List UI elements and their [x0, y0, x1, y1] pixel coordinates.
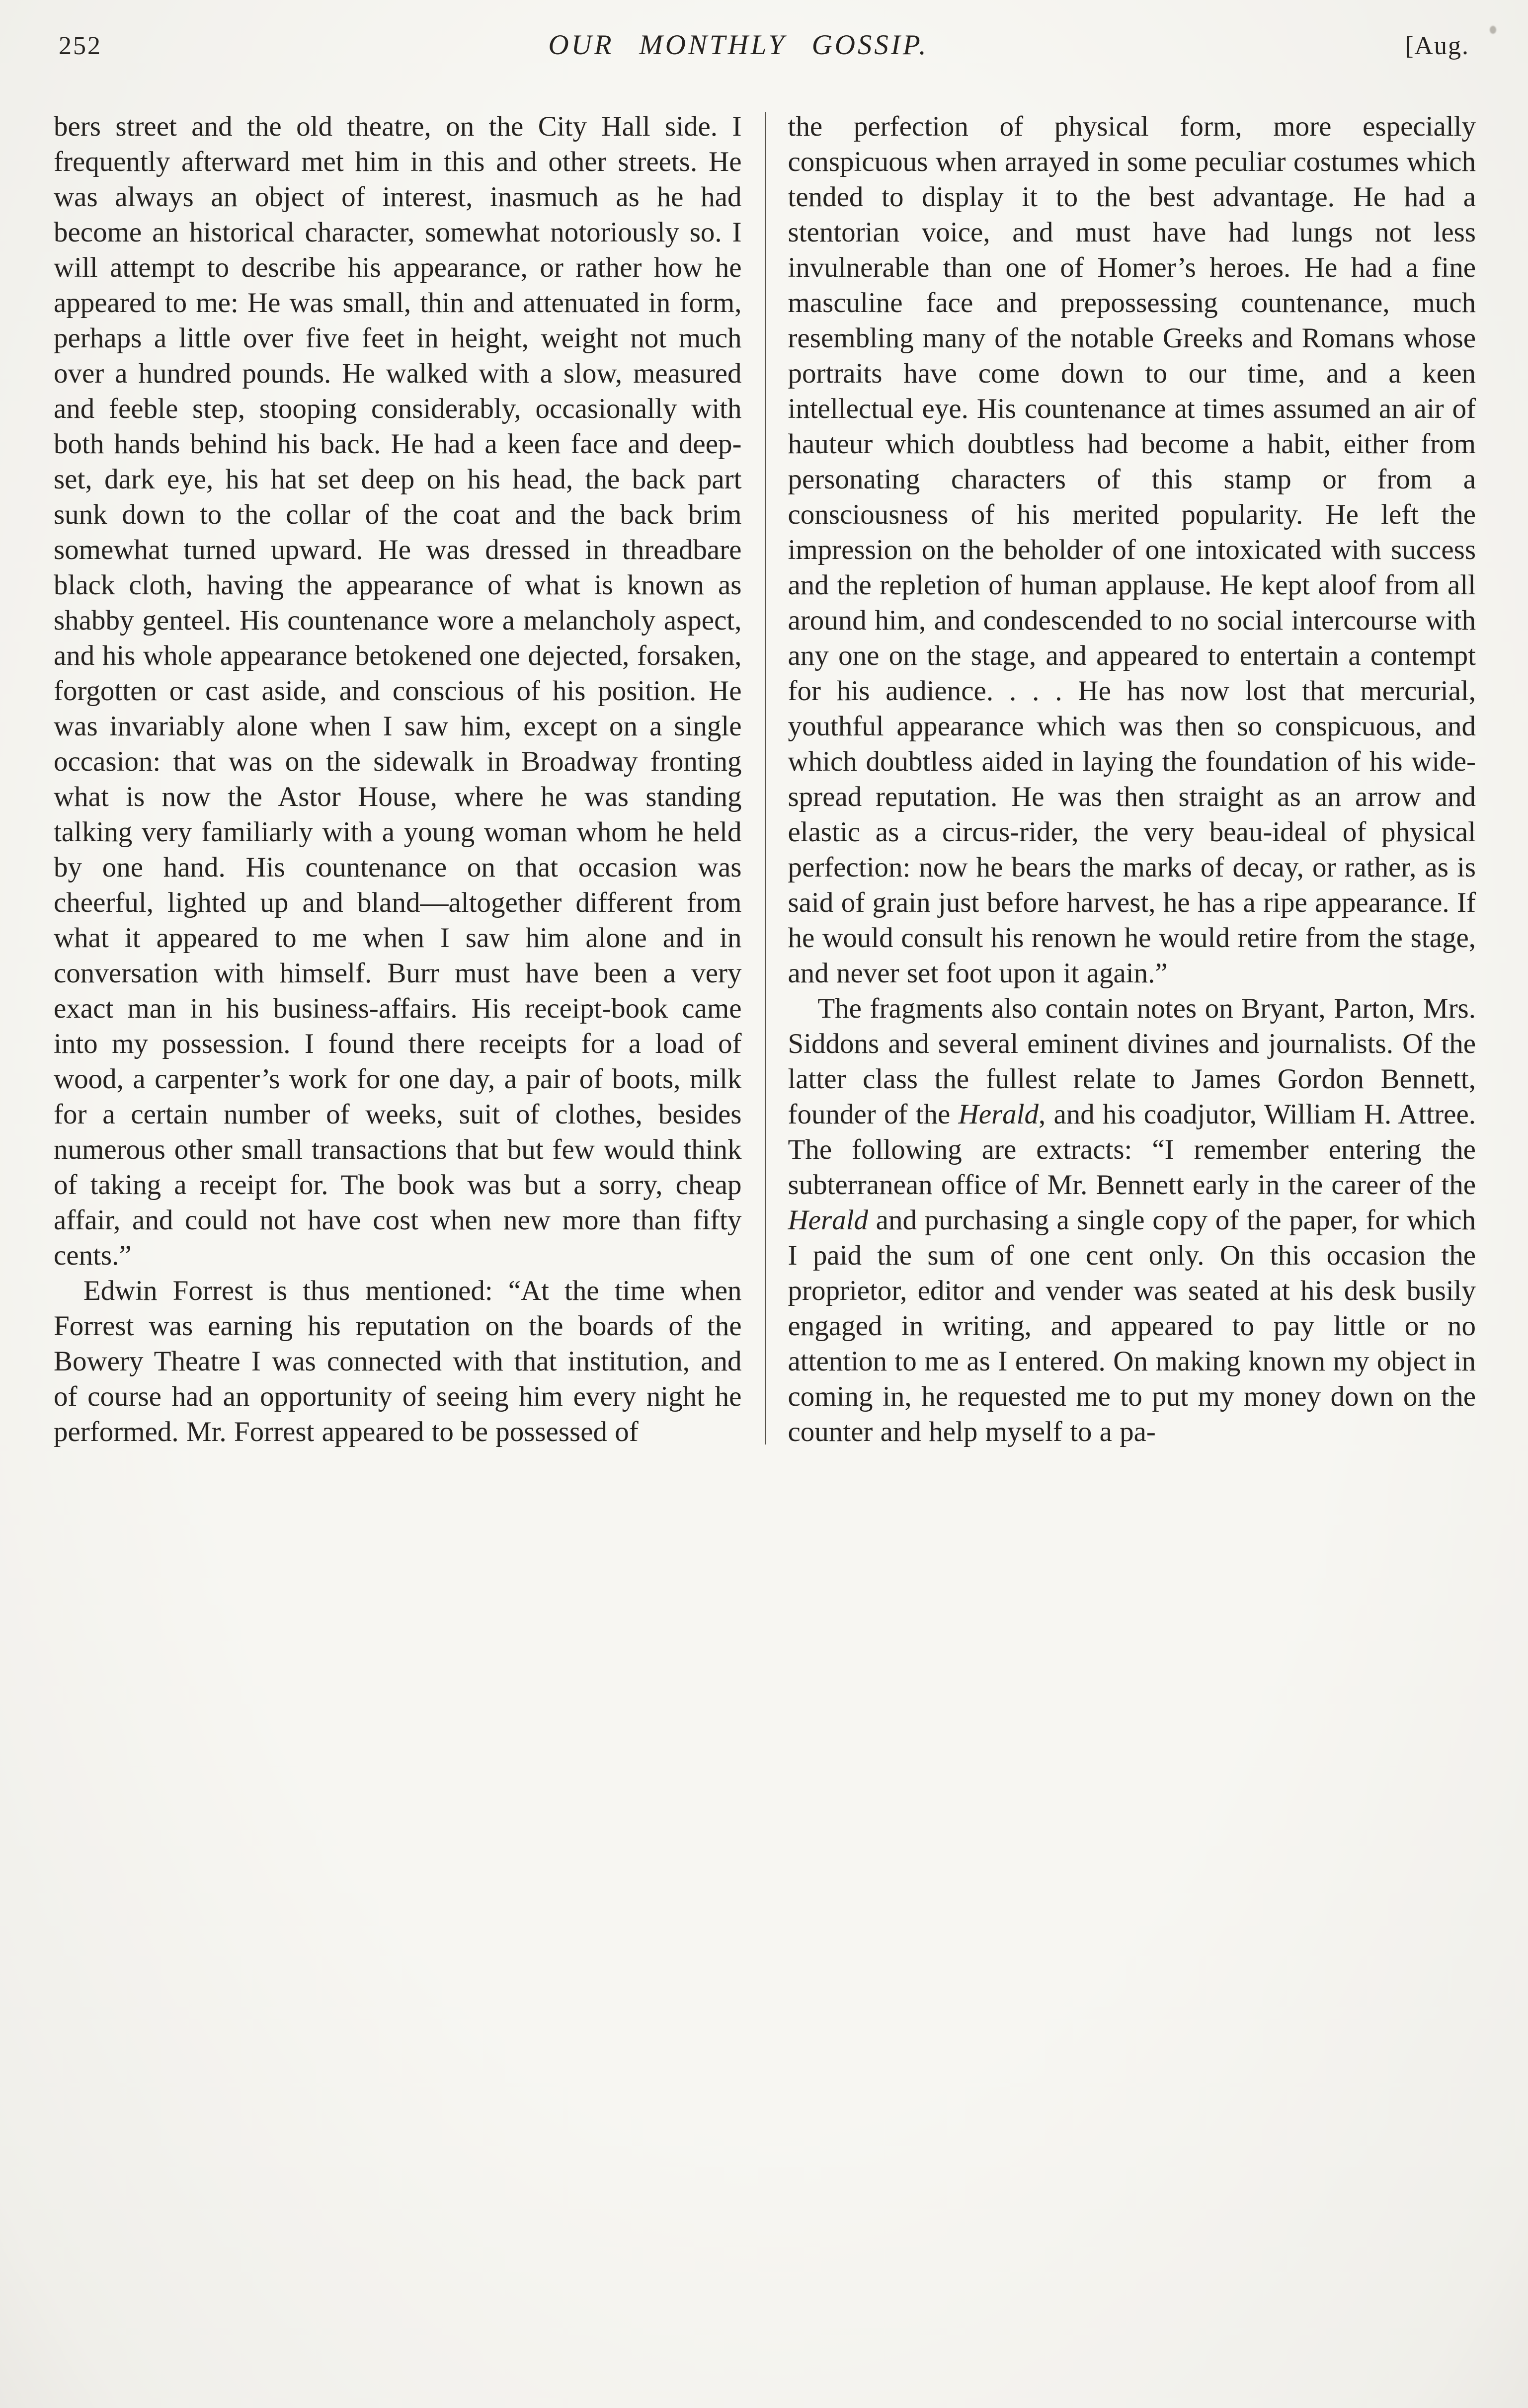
text-run: and purchasing a single copy of the paper, for which I paid the sum of one cent only. On this occasion the proprietor, editor and vender was seated at his desk busily engaged in writing, and appeared to pay little or no attention to me as I entered. On making known my object in coming in, he requested me to put my money down on the counter and help myself to a pa-: [788, 1204, 1476, 1447]
italic-text-run: Herald: [958, 1099, 1039, 1130]
running-head: [0, 0, 1528, 61]
paragraph: [54, 109, 742, 1273]
issue-month: [Aug.: [1405, 32, 1469, 60]
text-run: , and his coadjutor, William H. Attree. The following are extracts: “I remember entering the subterranean office of Mr. Bennett early in the career of the: [788, 1099, 1476, 1201]
paragraph: [54, 1273, 742, 1449]
left-column: [54, 109, 742, 1449]
paragraph: [788, 991, 1476, 1449]
text-run: the perfection of physical form, more especially conspicuous when arrayed in some peculiar costumes which tended to display it to the best advantage. He had a stentorian voice, and must have had lungs not less invulnerable than one of Homer’s heroes. He had a fine masculine face and prepossessing countenance, much resembling many of the notable Greeks and Romans whose portraits have come down to our time, and a keen intellectual eye. His countenance at times assumed an air of hauteur which doubtless had become a habit, either from personating characters of this stamp or from a consciousness of his merited popularity. He left the impression on the beholder of one intoxicated with success and the repletion of human applause. He kept aloof from all around him, and condescended to no social intercourse with any one on the stage, and appeared to entertain a contempt for his audience. . . . He has now lost that mercurial, youthful appearance which was then so conspicuous, and which doubtless aided in laying the foundation of his wide-spread reputation. He was then straight as an arrow and elastic as a circus-rider, the very beau-ideal of physical perfection: now he bears the marks of decay, or rather, as is said of grain just before harvest, he has a ripe appearance. If he would consult his renown he would retire from the stage, and never set foot upon it again.”: [788, 111, 1476, 989]
italic-text-run: Herald: [788, 1204, 868, 1236]
paragraph: [788, 109, 1476, 991]
text-run: The fragments also contain notes on Bryant, Parton, Mrs. Siddons and several eminent divines and journalists. Of the latter class the fullest relate to James Gordon Bennett, founder of the: [788, 993, 1476, 1130]
text-block: [0, 109, 1528, 1449]
scan-speck: [1490, 26, 1496, 34]
column-divider: [765, 112, 766, 1445]
running-title: OUR MONTHLY GOSSIP.: [548, 29, 929, 61]
text-run: Edwin Forrest is thus mentioned: “At the time when Forrest was earning his reputation on the boards of the Bowery Theatre I was connected with that institution, and of course had an opportunity of seeing him every night he performed. Mr. Forrest appeared to be possessed of: [54, 1275, 742, 1447]
page-number: 252: [59, 32, 102, 60]
right-column: [788, 109, 1476, 1449]
text-run: bers street and the old theatre, on the City Hall side. I frequently afterward met him in this and other streets. He was always an object of interest, inasmuch as he had become an historical character, somewhat notoriously so. I will attempt to describe his appearance, or rather how he appeared to me: He was small, thin and attenuated in form, perhaps a little over five feet in height, weight not much over a hundred pounds. He walked with a slow, measured and feeble step, stooping considerably, occasionally with both hands behind his back. He had a keen face and deep-set, dark eye, his hat set deep on his head, the back part sunk down to the collar of the coat and the back brim somewhat turned upward. He was dressed in threadbare black cloth, having the appearance of what is known as shabby genteel. His countenance wore a melancholy aspect, and his whole appearance betokened one dejected, forsaken, forgotten or cast aside, and conscious of his position. He was invariably alone when I saw him, except on a single occasion: that was on the sidewalk in Broadway fronting what is now the Astor House, where he was standing talking very familiarly with a young woman whom he held by one hand. His countenance on that occasion was cheerful, lighted up and bland—altogether different from what it appeared to me when I saw him alone and in conversation with himself. Burr must have been a very exact man in his business-affairs. His receipt-book came into my possession. I found there receipts for a load of wood, a carpenter’s work for one day, a pair of boots, milk for a certain number of weeks, suit of clothes, besides numerous other small transactions that but few would think of taking a receipt for. The book was but a sorry, cheap affair, and could not have cost when new more than fifty cents.”: [54, 111, 742, 1271]
